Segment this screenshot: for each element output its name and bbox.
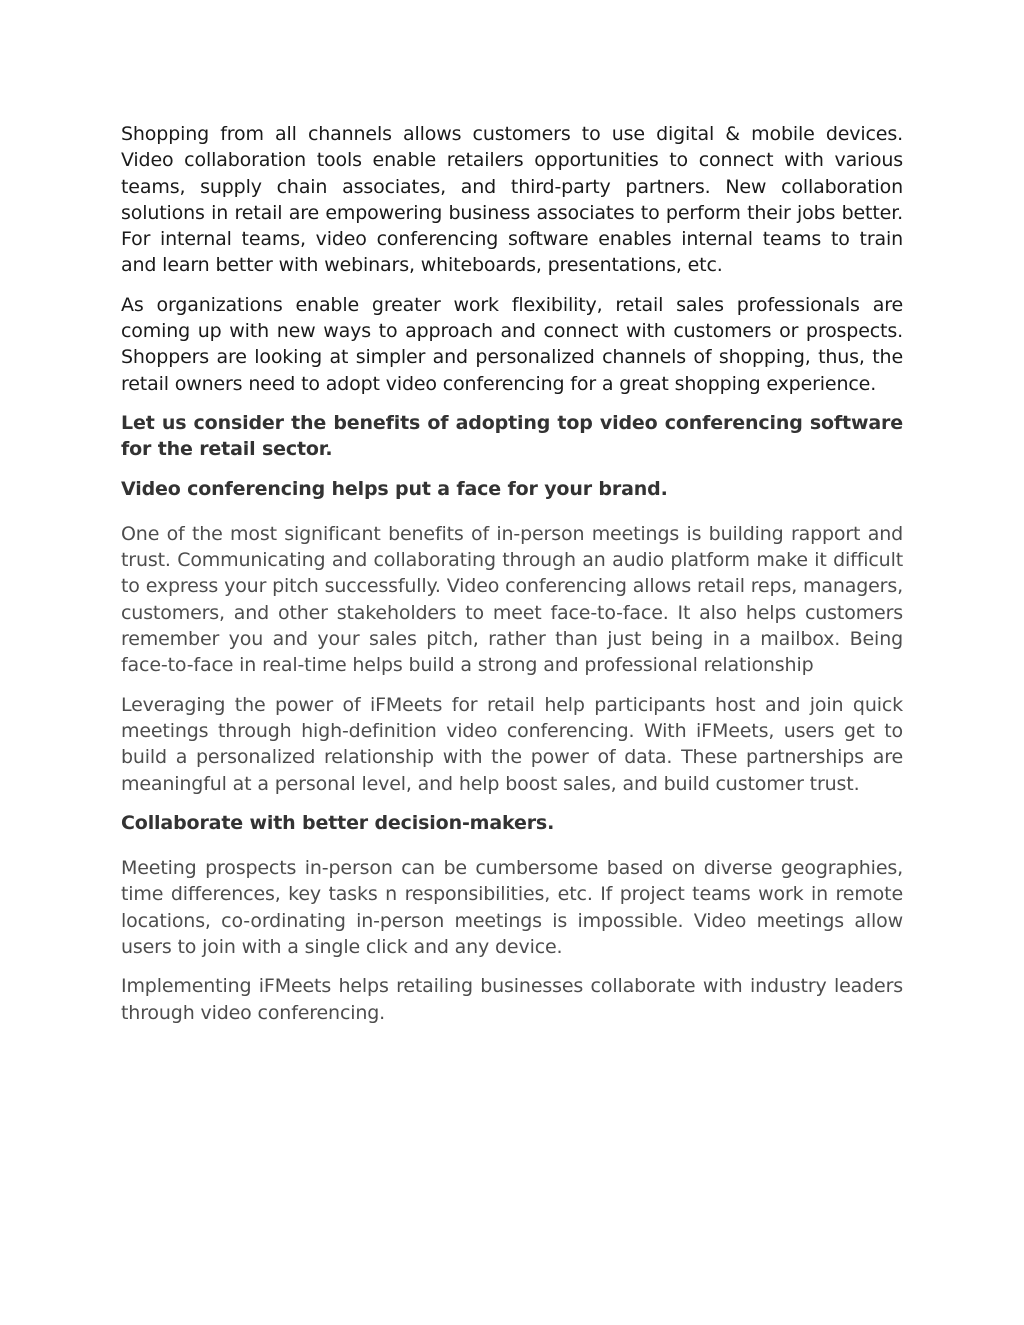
body-paragraph-omnichannel: Shopping from all channels allows customers to use digital & mobile devices. Video collaboration tools enable retailers opportunities to connect with various teams, supply chain associates, and third-party partners. New collaboration solutions in retail are empowering business associates to perform their jobs better. For internal teams, video conferencing software enables internal teams to train and learn better with webinars, whiteboards, presentations, etc. (121, 123, 903, 277)
body-paragraph-prospects: Meeting prospects in-person can be cumbersome based on diverse geographies, time differences, key tasks n responsibilities, etc. If project teams work in remote locations, co-ordinating in-person meetings is impossible. Video meetings allow users to join with a single click and any device. (121, 857, 903, 959)
body-paragraph-rapport: One of the most significant benefits of in-person meetings is building rapport and trust. Communicating and collaborating through an audio platform make it difficult to express your pitch successfully. Video conferencing allows retail reps, managers, customers, and other stakeholders to meet face-to-face. It also helps customers remember you and your sales pitch, rather than just being in a mailbox. Being face-to-face in real-time helps build a strong and professional relationship (121, 522, 903, 677)
section-heading-face-for-brand: Video conferencing helps put a face for your brand. (121, 477, 668, 500)
document-page (121, 121, 903, 1026)
section-heading-benefits: Let us consider the benefits of adopting top video conferencing software for the retail sector. (121, 411, 903, 461)
body-paragraph-implementing: Implementing iFMeets helps retailing businesses collaborate with industry leaders through video conferencing. (121, 975, 903, 1024)
body-paragraph-flexibility: As organizations enable greater work flexibility, retail sales professionals are coming up with new ways to approach and connect with customers or prospects. Shoppers are looking at simpler and personalized channels of shopping, thus, the retail owners need to adopt video conferencing for a great shopping experience. (121, 293, 903, 395)
section-heading-decision-makers: Collaborate with better decision-makers. (121, 811, 555, 834)
body-paragraph-ifmeets-leverage: Leveraging the power of iFMeets for retail help participants host and join quick meetings through high-definition video conferencing. With iFMeets, users get to build a personalized relationship with the power of data. These partnerships are meaningful at a personal level, and help boost sales, and build customer trust. (121, 693, 903, 795)
